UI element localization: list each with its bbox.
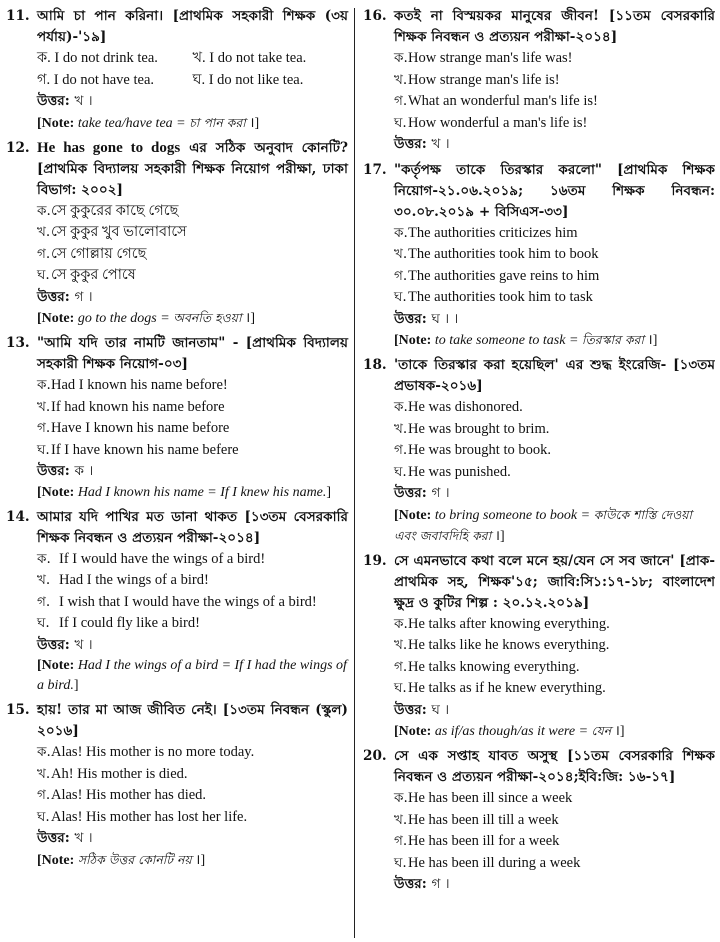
option-text: What an wonderful man's life is!	[408, 93, 598, 109]
option-text: He talks after knowing everything.	[408, 615, 610, 632]
note-english: to bring someone to book	[434, 507, 578, 523]
options-list	[363, 223, 715, 331]
note-end: ।]	[611, 724, 625, 739]
answer-label: উত্তর:	[394, 876, 427, 892]
option-label: ক.	[37, 202, 51, 219]
left-column	[6, 6, 354, 942]
option-item	[394, 287, 715, 309]
question-number: 12.	[6, 139, 30, 156]
option-label: ঘ.	[394, 680, 407, 696]
option-text: I wish that I would have the wings of a bird!	[59, 593, 317, 610]
note-line	[6, 483, 348, 503]
option-label: ঘ.	[394, 463, 407, 480]
question-heading	[363, 551, 715, 614]
question-block	[363, 6, 715, 156]
answer-label: উত্তর:	[37, 830, 70, 846]
option-label: গ.	[394, 442, 408, 458]
option-text: If had known his name before	[51, 398, 225, 415]
option-text: How strange man's life was!	[408, 50, 573, 66]
option-label: গ.	[394, 93, 408, 109]
option-item	[394, 657, 715, 679]
option-text: Alas! His mother is no more today.	[51, 744, 255, 760]
note-english: go to the dogs	[77, 311, 157, 326]
note-end: ।]	[491, 528, 505, 544]
option-label: খ.	[394, 246, 408, 262]
options-list	[6, 375, 348, 483]
question-english-phrase: He has gone to dogs	[37, 139, 181, 156]
note-bangla: তিরস্কার করা	[581, 332, 644, 347]
option-item	[37, 201, 348, 223]
question-text	[394, 355, 715, 397]
option-text: He was brought to book.	[408, 442, 551, 458]
question-number: 18.	[363, 357, 387, 373]
note-label: [Note:	[394, 507, 432, 523]
question-block	[363, 160, 715, 352]
option-text: If I could fly like a bird!	[59, 615, 200, 631]
answer-label: উত্তর:	[37, 463, 70, 479]
note-end: ।]	[241, 311, 256, 326]
option-text: He talks knowing everything.	[408, 658, 580, 675]
answer-label: উত্তর:	[37, 636, 70, 653]
question-heading	[363, 746, 715, 788]
answer-value: খ ।	[74, 93, 93, 109]
question-block	[363, 355, 715, 547]
option-item	[394, 397, 715, 419]
note-equals: =	[577, 507, 594, 523]
option-item	[394, 678, 715, 700]
option-item	[37, 549, 348, 571]
option-text: How strange man's life is!	[408, 71, 560, 88]
option-item	[394, 462, 715, 484]
question-bangla-text: আমি চা পান করিনা। [প্রাথমিক সহকারী শিক্ষক (৩য় পর্যায়)-'১৯]	[37, 8, 348, 45]
answer-line	[394, 700, 715, 722]
question-block	[6, 138, 348, 330]
note-label: [Note:	[37, 311, 75, 326]
note-english: Had I known his name = If I knew his name.	[77, 484, 327, 500]
answer-line	[37, 828, 348, 850]
option-text: He has been ill during a week	[408, 854, 581, 871]
option-text: ক. I do not drink tea.	[37, 50, 158, 66]
option-text: Have I known his name before	[51, 420, 230, 436]
option-text: Alas! His mother has died.	[51, 787, 207, 803]
option-text: Had I the wings of a bird!	[59, 572, 209, 588]
option-text: সে কুকুর খুব ভালোবাসে	[51, 224, 187, 240]
option-text: How wonderful a man's life is!	[408, 114, 588, 131]
option-label: গ.	[37, 593, 51, 610]
options-list	[6, 48, 348, 113]
answer-line	[37, 461, 348, 483]
question-text	[37, 6, 348, 48]
question-text	[37, 138, 348, 201]
question-bangla-text: সে এমনভাবে কথা বলে মনে হয়/যেন সে সব জানে' [প্রাক-প্রাথমিক সহ, শিক্ষক'১৫; জাবি:সি১:১৭-১৮; বাংলাদেশ ক্ষুদ্র ও কুটির শিল্প : ২০.১২.২০১৯]	[394, 552, 715, 611]
note-line	[6, 850, 348, 871]
option-text: The authorities gave reins to him	[408, 267, 600, 284]
option-item	[394, 48, 715, 70]
answer-line	[37, 635, 348, 657]
answer-label: উত্তর:	[394, 485, 427, 501]
option-label: ঘ.	[394, 114, 407, 131]
question-heading	[363, 355, 715, 397]
option-text: If I would have the wings of a bird!	[59, 550, 266, 567]
answer-value: গ ।	[431, 876, 450, 892]
question-block	[6, 507, 348, 697]
option-text: The authorities took him to book	[408, 246, 599, 262]
option-label: ক.	[394, 790, 408, 806]
question-text	[394, 746, 715, 788]
answer-value: ঘ ।	[431, 701, 450, 718]
option-item	[37, 48, 193, 70]
note-bangla: যেন	[591, 723, 612, 738]
answer-line	[394, 134, 715, 156]
option-label: ক.	[394, 50, 408, 66]
option-text: ঘ. I do not like tea.	[192, 71, 304, 88]
option-label: গ.	[394, 833, 408, 849]
answer-label: উত্তর:	[394, 136, 427, 152]
option-label: ঘ.	[37, 267, 50, 283]
note-english: to take someone to task	[434, 333, 566, 348]
option-label: খ.	[394, 637, 408, 653]
option-text: খ. I do not take tea.	[192, 50, 307, 66]
answer-value: ঘ । ।	[431, 310, 459, 327]
option-label: গ.	[37, 420, 51, 436]
question-number: 13.	[6, 335, 30, 351]
option-label: খ.	[394, 420, 408, 437]
option-text: He was punished.	[408, 463, 511, 480]
option-text: Alas! His mother has lost her life.	[51, 808, 248, 825]
question-block	[6, 333, 348, 503]
question-bangla-text: "আমি যদি তার নামটি জানতাম" - [প্রাথমিক বিদ্যালয় সহকারী শিক্ষক নিয়োগ-০৩]	[37, 335, 348, 372]
note-label: [Note:	[37, 852, 75, 868]
option-item	[394, 831, 715, 853]
option-label: ঘ.	[37, 808, 50, 825]
options-list	[6, 742, 348, 850]
option-item	[37, 244, 348, 266]
option-text: সে কুকুরের কাছে গেছে	[51, 202, 179, 219]
option-text: He has been ill since a week	[408, 790, 573, 806]
option-label: গ.	[394, 267, 408, 284]
question-text	[37, 333, 348, 375]
note-equals: =	[156, 311, 174, 326]
option-label: খ.	[37, 572, 51, 588]
question-number: 20.	[363, 748, 387, 764]
option-item	[193, 48, 349, 70]
note-label: [Note:	[37, 115, 75, 131]
question-bangla-text: 'তাকে তিরস্কার করা হয়েছিল' এর শুদ্ধ ইংরেজি- [১৩তম প্রভাষক-২০১৬]	[394, 357, 715, 394]
note-bangla: চা পান করা	[189, 114, 246, 130]
question-heading	[6, 507, 348, 549]
option-item	[394, 266, 715, 288]
option-item	[394, 810, 715, 832]
option-label: ক.	[394, 224, 408, 241]
question-heading	[363, 160, 715, 223]
question-heading	[6, 138, 348, 201]
question-heading	[6, 6, 348, 48]
question-number: 11.	[6, 8, 30, 24]
note-english: take tea/have tea	[77, 115, 173, 131]
answer-line	[394, 483, 715, 505]
answer-line	[394, 874, 715, 896]
option-row	[37, 48, 348, 70]
note-bangla: কাউকে শাস্তি দেওয়া এবং জবাবদিহি করা	[394, 506, 692, 543]
option-item	[37, 375, 348, 397]
options-list	[363, 397, 715, 505]
option-text: সে গোল্লায় গেছে	[51, 245, 147, 262]
note-label: [Note:	[394, 333, 432, 348]
option-label: ক.	[37, 550, 51, 567]
answer-value: ক ।	[74, 463, 94, 479]
question-number: 14.	[6, 508, 30, 525]
question-bangla-text: সে এক সপ্তাহ যাবত অসুস্থ [১১তম বেসরকারি শিক্ষক নিবন্ধন ও প্রত্যয়ন পরীক্ষা-২০১৪;ইবি:জি: ১৬-১৭]	[394, 748, 715, 785]
option-item	[37, 613, 348, 635]
option-item	[394, 788, 715, 810]
note-label: [Note:	[37, 484, 75, 500]
note-bangla: অবনতি হওয়া	[173, 310, 242, 325]
option-item	[394, 244, 715, 266]
answer-label: উত্তর:	[37, 93, 70, 109]
question-bangla-text: "কর্তৃপক্ষ তাকে তিরস্কার করলো" [প্রাথমিক শিক্ষক নিয়োগ-২১.০৬.২০১৯; ১৬তম শিক্ষক নিবন্ধন: ৩০.০৮.২০১৯ + বিসিএস-৩৩]	[394, 161, 715, 220]
note-equals: =	[172, 115, 190, 131]
question-text	[37, 507, 348, 549]
question-number: 17.	[363, 161, 387, 178]
option-item	[37, 764, 348, 786]
options-list	[363, 48, 715, 156]
option-item	[394, 635, 715, 657]
option-item	[394, 853, 715, 875]
note-end: ।]	[191, 852, 206, 868]
answer-value: গ ।	[74, 288, 93, 305]
option-text: Had I known his name before!	[51, 377, 228, 393]
option-label: খ.	[394, 811, 408, 828]
note-line	[363, 505, 715, 547]
option-label: ক.	[37, 744, 51, 760]
question-bangla-text: কতই না বিস্ময়কর মানুষের জীবন! [১১তম বেসরকারি শিক্ষক নিবন্ধন ও প্রত্যয়ন পরীক্ষা-২০১৪]	[394, 8, 715, 45]
option-label: খ.	[37, 398, 51, 415]
note-line	[363, 721, 715, 742]
option-text: He talks as if he knew everything.	[408, 680, 606, 696]
option-label: গ.	[37, 245, 51, 262]
option-label: ক.	[37, 377, 51, 393]
note-line	[363, 330, 715, 351]
question-block	[6, 700, 348, 871]
option-label: ঘ.	[394, 854, 407, 871]
question-heading	[6, 333, 348, 375]
note-bangla: সঠিক উত্তর কোনটি নয়	[77, 851, 192, 867]
option-text: He talks like he knows everything.	[408, 637, 610, 653]
question-block	[6, 6, 348, 134]
option-label: ঘ.	[394, 289, 407, 305]
note-equals: =	[565, 333, 582, 348]
option-item	[37, 742, 348, 764]
question-number: 15.	[6, 702, 30, 718]
option-item	[37, 70, 193, 92]
option-text: If I have known his name befere	[51, 441, 239, 458]
question-text	[37, 700, 348, 742]
answer-label: উত্তর:	[394, 701, 427, 718]
question-text	[394, 160, 715, 223]
question-number: 16.	[363, 8, 387, 24]
note-end: ।]	[245, 115, 260, 131]
answer-line	[37, 287, 348, 309]
option-text: গ. I do not have tea.	[37, 71, 155, 88]
option-label: ক.	[394, 399, 408, 415]
option-label: ঘ.	[37, 615, 50, 631]
option-item	[394, 223, 715, 245]
note-label: [Note:	[394, 724, 432, 739]
question-bangla-text: এর সঠিক অনুবাদ কোনটি? [প্রাথমিক বিদ্যালয় সহকারী শিক্ষক নিয়োগ পরীক্ষা, ঢাকা বিভাগ: ২০০২]	[37, 139, 349, 198]
question-block	[363, 746, 715, 896]
question-heading	[363, 6, 715, 48]
question-text	[394, 6, 715, 48]
option-item	[394, 440, 715, 462]
option-item	[394, 419, 715, 441]
question-heading	[6, 700, 348, 742]
note-line	[6, 656, 348, 696]
note-english: as if/as though/as it were	[434, 724, 576, 739]
option-text: সে কুকুর পোষে	[51, 267, 136, 283]
option-item	[394, 614, 715, 636]
options-list	[363, 788, 715, 896]
option-text: He has been ill for a week	[408, 833, 560, 849]
options-list	[6, 549, 348, 657]
answer-label: উত্তর:	[37, 288, 70, 305]
options-list	[363, 614, 715, 722]
note-end: ]	[73, 678, 79, 693]
option-text: Ah! His mother is died.	[51, 765, 188, 782]
option-item	[37, 418, 348, 440]
option-text: He was dishonored.	[408, 399, 523, 415]
option-label: ঘ.	[37, 441, 50, 458]
answer-value: খ ।	[74, 830, 93, 846]
note-end: ।]	[643, 333, 658, 348]
note-end: ]	[326, 484, 332, 500]
answer-value: গ ।	[431, 485, 450, 501]
option-label: ক.	[394, 615, 408, 632]
question-bangla-text: আমার যদি পাখির মত ডানা থাকত [১৩তম বেসরকারি শিক্ষক নিবন্ধন ও প্রত্যয়ন পরীক্ষা-২০১৪]	[37, 508, 348, 546]
option-item	[37, 807, 348, 829]
option-label: গ.	[37, 787, 51, 803]
question-block	[363, 551, 715, 743]
note-line	[6, 308, 348, 329]
option-row	[37, 70, 348, 92]
option-label: গ.	[394, 658, 408, 675]
answer-line	[37, 91, 348, 113]
note-line	[6, 113, 348, 134]
answer-value: খ ।	[431, 136, 450, 152]
option-label: খ.	[37, 765, 51, 782]
option-item	[37, 785, 348, 807]
option-item	[37, 570, 348, 592]
right-column	[355, 6, 715, 942]
answer-label: উত্তর:	[394, 310, 427, 327]
answer-value: খ ।	[74, 636, 93, 653]
question-bangla-text: হায়! তার মা আজ জীবিত নেই। [১৩তম নিবন্ধন (স্কুল) ২০১৬]	[37, 702, 348, 739]
option-item	[394, 70, 715, 92]
option-item	[37, 592, 348, 614]
answer-line	[394, 309, 715, 331]
option-label: খ.	[394, 71, 408, 88]
options-list	[6, 201, 348, 309]
note-english: Had I the wings of a bird = If I had the wings of a bird.	[37, 658, 347, 693]
option-item	[37, 265, 348, 287]
question-text	[394, 551, 715, 614]
option-item	[37, 222, 348, 244]
option-label: খ.	[37, 224, 51, 240]
option-item	[37, 397, 348, 419]
question-number: 19.	[363, 552, 387, 569]
note-equals: =	[575, 724, 592, 739]
option-text: He has been ill till a week	[408, 811, 559, 828]
option-item	[37, 440, 348, 462]
option-text: He was brought to brim.	[408, 420, 550, 437]
option-item	[193, 70, 349, 92]
option-item	[394, 113, 715, 135]
option-text: The authorities criticizes him	[408, 224, 578, 241]
option-text: The authorities took him to task	[408, 289, 593, 305]
option-item	[394, 91, 715, 113]
note-label: [Note:	[37, 658, 75, 673]
